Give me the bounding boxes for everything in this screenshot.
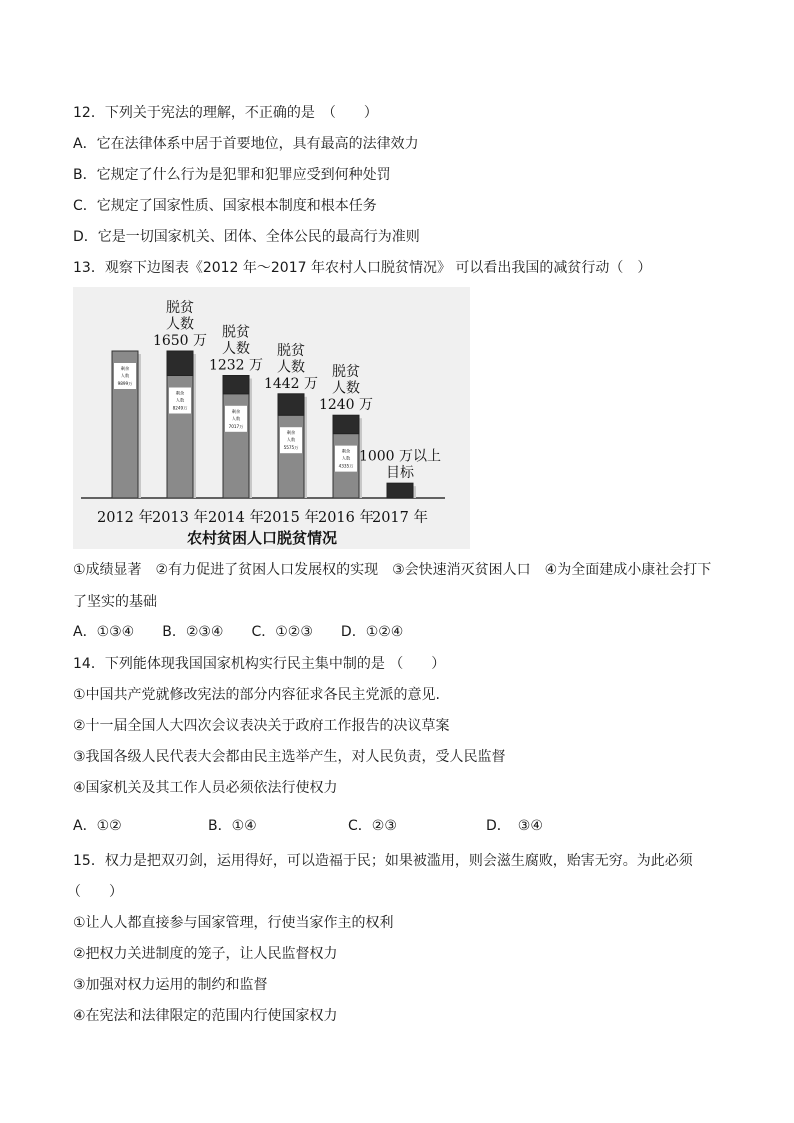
inner-label-title2-2: 人数 [231, 415, 241, 421]
inner-label-value-2: 7017万 [228, 423, 244, 429]
q15-statement-3: ③加强对权力运用的制约和监督 [73, 977, 268, 993]
q12-option-b: B．它规定了什么行为是犯罪和犯罪应受到何种处罚 [73, 167, 391, 183]
inner-label-value-4: 4335万 [338, 463, 354, 469]
relieved-label-2-1: 人数 [222, 341, 250, 358]
bar-relieved-4 [333, 415, 359, 433]
q14-statement-2: ②十一届全国人大四次会议表决关于政府工作报告的决议草案 [73, 718, 450, 734]
tick-label-4: 2016 年 [317, 510, 375, 526]
q15-paren: （ ） [67, 884, 123, 900]
q12-stem: 12．下列关于宪法的理解，不正确的是 （ ） [73, 105, 378, 121]
q14-stem: 14．下列能体现我国国家机构实行民主集中制的是 （ ） [73, 656, 446, 672]
relieved-label-3-2: 1442 万 [263, 375, 319, 392]
q14-option-d: D． ③④ [486, 818, 543, 834]
relieved-label-5-0: 1000 万以上 [358, 448, 442, 465]
inner-label-title-4: 剩余 [341, 448, 351, 454]
q14-option-b: B．①④ [208, 818, 257, 834]
inner-label-title2-3: 人数 [286, 437, 296, 443]
relieved-label-4-0: 脱贫 [332, 364, 360, 381]
q13-options: A．①③④ B．②③④ C．①②③ D．①②④ [73, 624, 404, 640]
bar-relieved-2 [223, 376, 249, 394]
inner-label-title-3: 剩余 [286, 430, 296, 436]
q12-option-a: A．它在法律体系中居于首要地位，具有最高的法律效力 [73, 136, 419, 152]
inner-label-value-1: 8249万 [172, 405, 188, 411]
tick-label-3: 2015 年 [262, 510, 320, 526]
relieved-label-4-1: 人数 [332, 380, 360, 397]
poverty-chart [73, 287, 470, 549]
inner-label-title-0: 剩余 [120, 365, 130, 371]
relieved-label-2-2: 1232 万 [208, 357, 264, 374]
q12-option-c: C．它规定了国家性质、国家根本制度和根本任务 [73, 198, 377, 214]
relieved-label-4-2: 1240 万 [318, 397, 374, 414]
relieved-label-5-1: 目标 [386, 465, 414, 482]
bar-relieved-1 [167, 351, 193, 376]
bar-relieved-5 [387, 483, 413, 498]
q14-statement-3: ③我国各级人民代表大会都由民主选举产生，对人民负责，受人民监督 [73, 749, 506, 765]
q14-option-c: C．②③ [348, 818, 397, 834]
q15-stem: 15．权力是把双刃剑，运用得好，可以造福于民；如果被滥用，则会滋生腐败，贻害无穷。为此必须 [73, 853, 693, 869]
tick-label-5: 2017 年 [371, 510, 429, 526]
poverty-chart-svg [73, 287, 470, 549]
q15-statement-1: ①让人人都直接参与国家管理，行使当家作主的权利 [73, 915, 394, 931]
q14-statement-1: ①中国共产党就修改宪法的部分内容征求各民主党派的意见. [73, 687, 440, 703]
relieved-label-3-0: 脱贫 [277, 342, 305, 359]
inner-label-title2-4: 人数 [341, 455, 351, 461]
inner-label-value-3: 5575万 [283, 445, 299, 451]
inner-label-title-2: 剩余 [231, 408, 241, 414]
relieved-label-1-2: 1650 万 [152, 332, 208, 349]
chart-title: 农村贫困人口脱贫情况 [186, 529, 338, 547]
inner-label-value-0: 9899万 [117, 380, 133, 386]
tick-label-0: 2012 年 [96, 510, 154, 526]
inner-label-title-1: 剩余 [175, 390, 185, 396]
relieved-label-1-1: 人数 [166, 316, 194, 333]
q13-statements-line2: 了坚实的基础 [73, 594, 157, 610]
relieved-label-1-0: 脱贫 [166, 299, 194, 316]
inner-label-title2-0: 人数 [120, 372, 130, 378]
relieved-label-2-0: 脱贫 [222, 324, 250, 341]
tick-label-2: 2014 年 [207, 510, 265, 526]
q13-stem: 13．观察下边图表《2012 年～2017 年农村人口脱贫情况》 可以看出我国的减贫行动（ ） [73, 260, 652, 276]
q15-statement-4: ④在宪法和法律限定的范围内行使国家权力 [73, 1008, 338, 1024]
relieved-label-3-1: 人数 [277, 359, 305, 376]
tick-label-1: 2013 年 [151, 510, 209, 526]
bar-relieved-3 [278, 394, 304, 415]
q13-statements-line1: ①成绩显著 ②有力促进了贫困人口发展权的实现 ③会快速消灭贫困人口 ④为全面建成小康社会打下 [73, 562, 712, 578]
q14-option-a: A．①② [73, 818, 122, 834]
inner-label-title2-1: 人数 [175, 397, 185, 403]
q14-statement-4: ④国家机关及其工作人员必须依法行使权力 [73, 780, 338, 796]
q15-statement-2: ②把权力关进制度的笼子，让人民监督权力 [73, 946, 338, 962]
q12-option-d: D．它是一切国家机关、团体、全体公民的最高行为准则 [73, 229, 420, 245]
